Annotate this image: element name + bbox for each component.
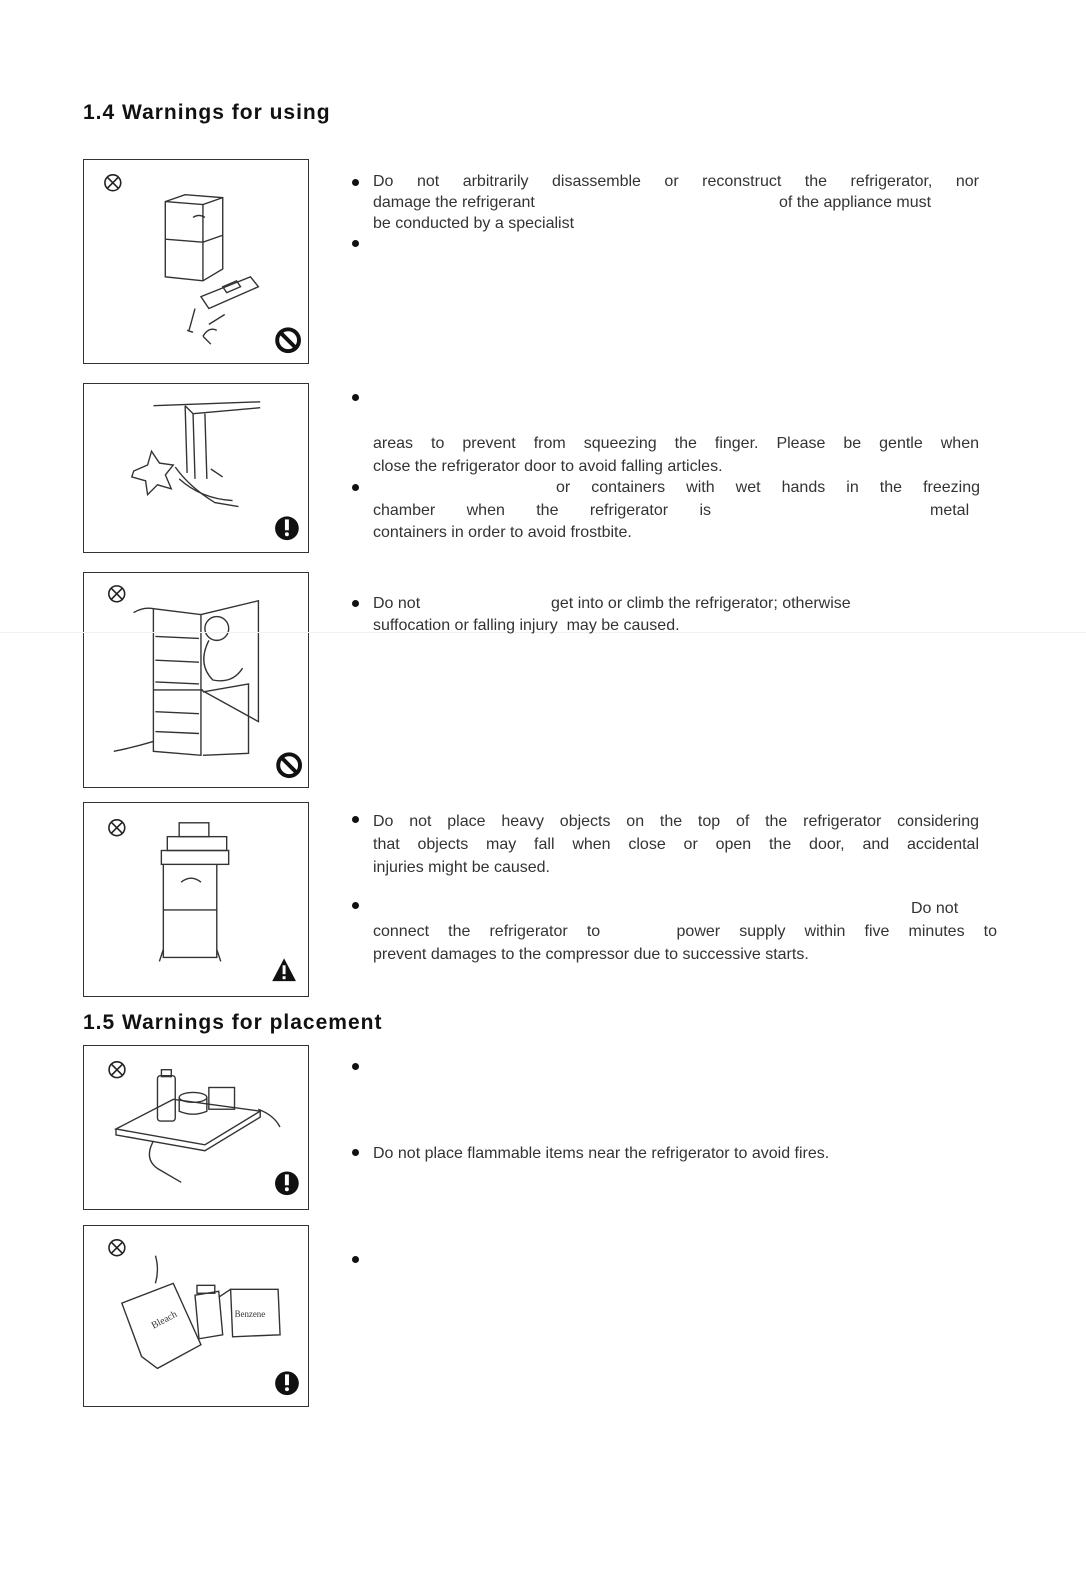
bullet <box>352 394 359 401</box>
using-item1-line2a: damage the refrigerant <box>373 194 535 211</box>
using-item5-line3: injuries might be caused. <box>373 859 550 876</box>
using-item1-line1: Do not arbitrarily disassemble or reconstruct the refrigerator, nor <box>373 173 979 190</box>
warning-triangle-icon <box>272 958 296 981</box>
illustration-door-finger <box>83 383 309 553</box>
bullet <box>352 1256 359 1263</box>
shelf-drawing <box>84 1046 308 1209</box>
illustration-chemicals <box>83 1225 309 1407</box>
using-item6-line2: connect the refrigerator to power supply within five minutes to <box>373 923 997 940</box>
using-item3-line2a: chamber when the refrigerator is <box>373 502 711 519</box>
illustration-heavy-objects <box>83 802 309 997</box>
bullet <box>352 179 359 186</box>
placement-item2-line1: Do not place flammable items near the refrigerator to avoid fires. <box>373 1145 830 1162</box>
prohibited-x-icon <box>109 586 125 602</box>
prohibited-x-icon <box>109 1062 125 1078</box>
using-item3-line3: containers in order to avoid frostbite. <box>373 524 632 541</box>
heavy-objects-drawing <box>84 803 308 996</box>
exclamation-icon <box>275 1171 299 1195</box>
child-climb-drawing <box>84 573 308 787</box>
using-item6-line3: prevent damages to the compressor due to successive starts. <box>373 946 809 963</box>
bullet <box>352 1149 359 1156</box>
using-item4-line1b: get into or climb the refrigerator; otherwise <box>551 595 851 612</box>
door-finger-drawing <box>84 384 308 552</box>
bleach-label: Bleach <box>149 1308 180 1332</box>
prohibited-x-icon <box>109 1240 125 1256</box>
exclamation-icon <box>275 1371 299 1395</box>
using-item4-line1a: Do not <box>373 595 421 612</box>
using-item5-line1: Do not place heavy objects on the top of the refrigerator considering <box>373 813 979 830</box>
chemicals-drawing <box>84 1226 308 1406</box>
no-entry-icon <box>278 754 300 776</box>
using-item4-line2: suffocation or falling injury may be caused. <box>373 617 680 634</box>
using-item2-line1: areas to prevent from squeezing the finger. Please be gentle when <box>373 435 979 452</box>
using-item5-line2: that objects may fall when close or open the door, and accidental <box>373 836 979 853</box>
bullet <box>352 600 359 607</box>
benzene-label: Benzene <box>234 1308 266 1319</box>
illustration-child-climb <box>83 572 309 788</box>
prohibited-x-icon <box>109 820 125 836</box>
no-entry-icon <box>277 329 299 351</box>
bullet <box>352 816 359 823</box>
bullet <box>352 484 359 491</box>
section-heading-using: 1.4 Warnings for using <box>83 101 331 124</box>
using-item1-line3: be conducted by a specialist <box>373 215 575 232</box>
using-item1-line2b: of the appliance must <box>779 194 932 211</box>
bullet <box>352 902 359 909</box>
prohibited-x-icon <box>105 175 121 191</box>
using-item6-line1: Do not <box>911 900 959 917</box>
section-heading-placement: 1.5 Warnings for placement <box>83 1011 383 1034</box>
using-item3-line2b: metal <box>930 502 970 519</box>
bullet <box>352 1063 359 1070</box>
exclamation-icon <box>275 516 299 540</box>
using-item3-line1: or containers with wet hands in the freezing <box>556 479 980 496</box>
illustration-shelf <box>83 1045 309 1210</box>
bullet <box>352 240 359 247</box>
disassemble-drawing <box>84 160 308 363</box>
illustration-disassemble <box>83 159 309 364</box>
using-item2-line2: close the refrigerator door to avoid falling articles. <box>373 458 723 475</box>
